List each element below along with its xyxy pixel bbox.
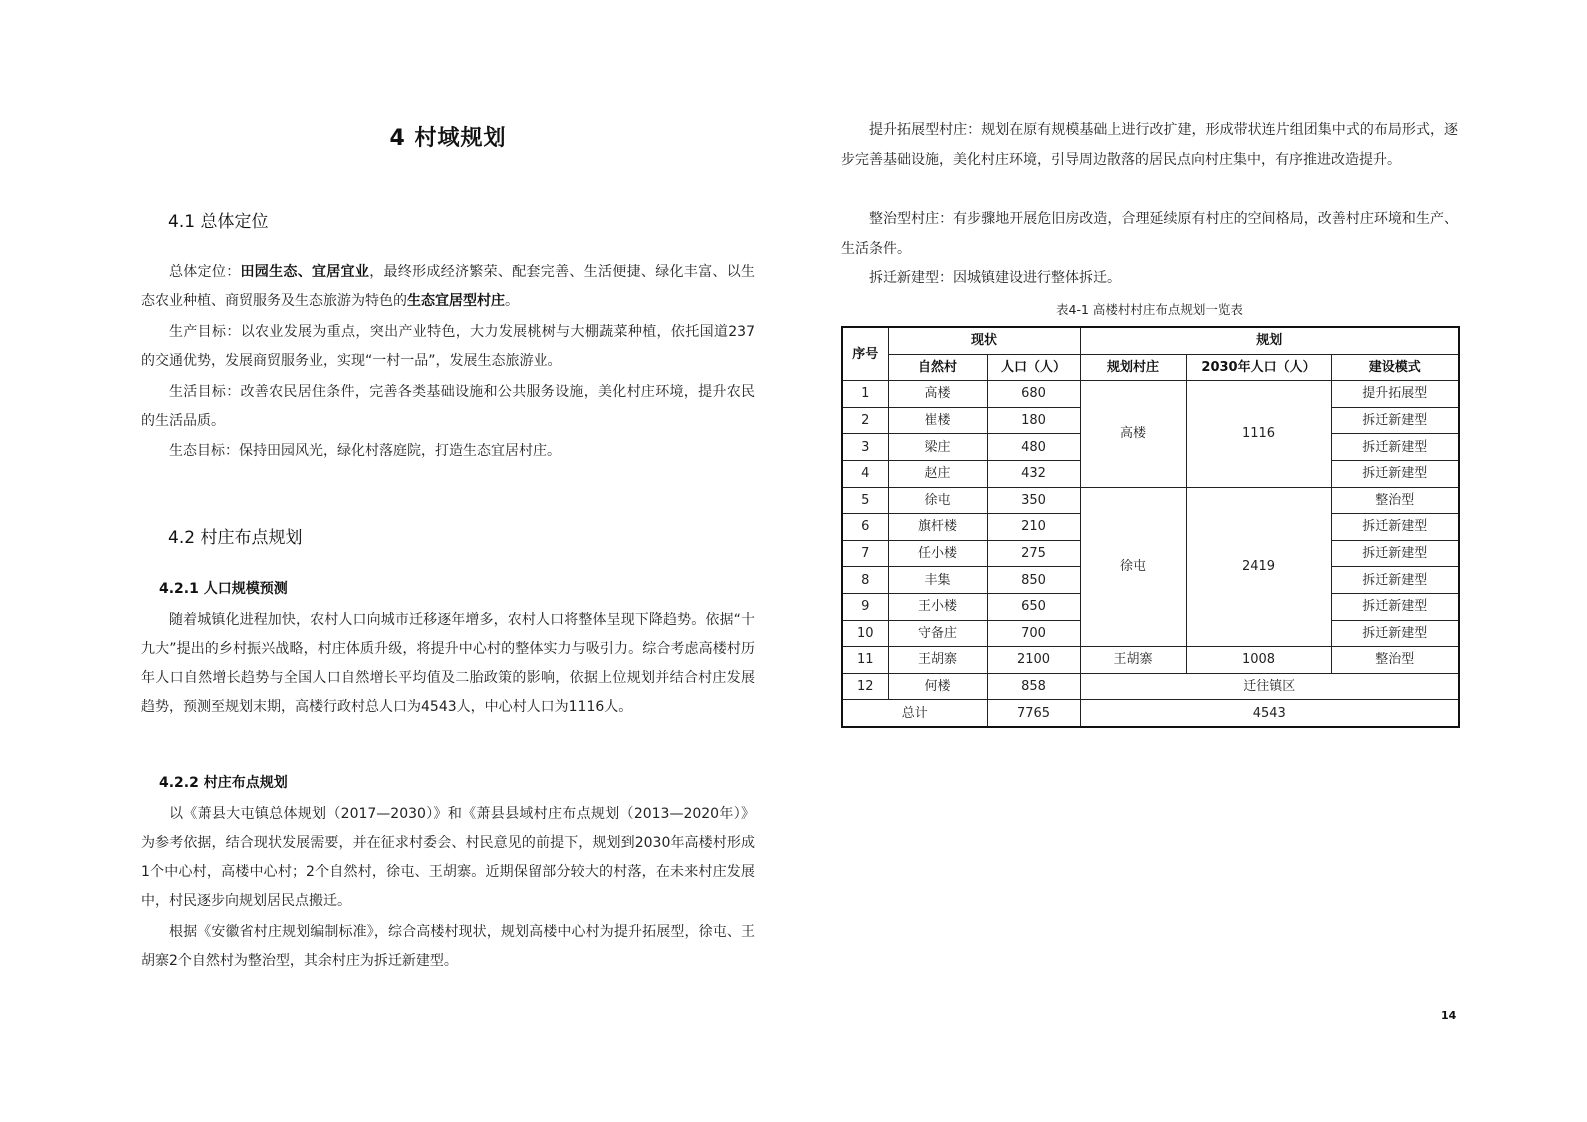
- header-village: 自然村: [888, 354, 987, 381]
- cell-village: 高楼: [888, 381, 987, 408]
- paragraph-population-forecast: 随着城镇化进程加快，农村人口向城市迁移逐年增多，农村人口将整体呈现下降趋势。依据“十九大”提出的乡村振兴战略，村庄体质升级，将提升中心村的整体实力与吸引力。综合考虑高楼村历年人口自然增长趋势与全国人口自然增长平均值及二胎政策的影响，依据上位规划并结合村庄发展趋势，预测至规划末期，高楼行政村总人口为4543人，中心村人口为1116人。: [141, 612, 755, 715]
- cell-village: 赵庄: [888, 460, 987, 487]
- cell-build-mode: 拆迁新建型: [1331, 407, 1459, 434]
- cell-population: 275: [987, 540, 1080, 567]
- cell-village: 任小楼: [888, 540, 987, 567]
- cell-population-2030: 1008: [1186, 647, 1331, 674]
- cell-total-current: 7765: [987, 700, 1080, 727]
- cell-village: 崔楼: [888, 407, 987, 434]
- bold-text-run: 田园生态、宜居宜业: [240, 264, 370, 280]
- cell-build-mode: 拆迁新建型: [1331, 434, 1459, 461]
- cell-population: 680: [987, 381, 1080, 408]
- cell-seq: 11: [842, 647, 888, 674]
- section-heading-4-2: 4.2 村庄布点规划: [168, 528, 303, 548]
- cell-population: 350: [987, 487, 1080, 514]
- text-run: 。: [505, 293, 519, 309]
- cell-population: 480: [987, 434, 1080, 461]
- cell-total-plan: 4543: [1080, 700, 1459, 727]
- section-heading-4-1: 4.1 总体定位: [168, 212, 269, 232]
- table-row: [842, 381, 1459, 408]
- cell-village: 丰集: [888, 567, 987, 594]
- cell-seq: 4: [842, 460, 888, 487]
- cell-seq: 3: [842, 434, 888, 461]
- header-current: 现状: [888, 327, 1080, 354]
- paragraph-village-types: 根据《安徽省村庄规划编制标准》，综合高楼村现状，规划高楼中心村为提升拓展型，徐屯、王胡寨2个自然村为整治型，其余村庄为拆迁新建型。: [141, 924, 755, 969]
- cell-build-mode: 提升拓展型: [1331, 381, 1459, 408]
- cell-seq: 9: [842, 593, 888, 620]
- cell-population-2030: 1116: [1186, 381, 1331, 487]
- paragraph-living-goal: 生活目标：改善农民居住条件，完善各类基础设施和公共服务设施，美化村庄环境，提升农民的生活品质。: [141, 384, 755, 429]
- cell-seq: 12: [842, 673, 888, 700]
- table-total-row: [842, 700, 1459, 727]
- chapter-title: 4 村域规划: [389, 126, 507, 151]
- cell-population: 858: [987, 673, 1080, 700]
- cell-build-mode: 拆迁新建型: [1331, 620, 1459, 647]
- table-header-row: [842, 354, 1459, 381]
- cell-population: 850: [987, 567, 1080, 594]
- paragraph-village-layout: 以《萧县大屯镇总体规划（2017—2030）》和《萧县县域村庄布点规划（2013—2020年）》为参考依据，结合现状发展需要，并在征求村委会、村民意见的前提下，规划到2030年高楼村形成1个中心村，高楼中心村；2个自然村，徐屯、王胡寨。近期保留部分较大的村落，在未来村庄发展中，村民逐步向规划居民点搬迁。: [141, 806, 755, 909]
- cell-population-2030: 2419: [1186, 487, 1331, 647]
- cell-village: 徐屯: [888, 487, 987, 514]
- cell-village: 何楼: [888, 673, 987, 700]
- cell-build-mode: 拆迁新建型: [1331, 567, 1459, 594]
- cell-village: 王胡寨: [888, 647, 987, 674]
- cell-population: 650: [987, 593, 1080, 620]
- paragraph-upgrade-type: 提升拓展型村庄：规划在原有规模基础上进行改扩建，形成带状连片组团集中式的布局形式，逐步完善基础设施，美化村庄环境，引导周边散落的居民点向村庄集中，有序推进改造提升。: [841, 122, 1458, 168]
- paragraph-overall-positioning: [141, 258, 755, 316]
- village-layout-table: [841, 326, 1460, 728]
- header-build-mode: 建设模式: [1331, 354, 1459, 381]
- table-row: [842, 673, 1459, 700]
- bold-text-run: 生态宜居型村庄: [407, 293, 505, 309]
- header-plan: 规划: [1080, 327, 1459, 354]
- cell-village: 守备庄: [888, 620, 987, 647]
- cell-plan-village: 王胡寨: [1080, 647, 1186, 674]
- cell-plan-village: 徐屯: [1080, 487, 1186, 647]
- cell-build-mode: 整治型: [1331, 487, 1459, 514]
- subsection-heading-4-2-1: 4.2.1 人口规模预测: [159, 581, 288, 597]
- cell-seq: 6: [842, 514, 888, 541]
- text-run: 总体定位：: [169, 264, 241, 280]
- cell-village: 梁庄: [888, 434, 987, 461]
- cell-village: 旗杆楼: [888, 514, 987, 541]
- table-row: [842, 647, 1459, 674]
- paragraph-renovation-type: 整治型村庄：有步骤地开展危旧房改造，合理延续原有村庄的空间格局，改善村庄环境和生产、生活条件。: [841, 211, 1458, 257]
- table-row: [842, 487, 1459, 514]
- text-run: ，最终形成经济繁荣、配套完善、生活便捷、绿化丰富、以生态农业种植、商贸服务及生态旅游为特色的: [141, 264, 756, 309]
- paragraph-ecology-goal: 生态目标：保持田园风光，绿化村落庭院，打造生态宜居村庄。: [169, 443, 561, 459]
- cell-build-mode: 拆迁新建型: [1331, 540, 1459, 567]
- cell-population: 2100: [987, 647, 1080, 674]
- cell-seq: 5: [842, 487, 888, 514]
- cell-total-label: 总计: [842, 700, 987, 727]
- cell-population: 180: [987, 407, 1080, 434]
- cell-population: 432: [987, 460, 1080, 487]
- table-caption: 表4-1 高楼村村庄布点规划一览表: [1056, 302, 1243, 317]
- paragraph-production-goal: 生产目标：以农业发展为重点，突出产业特色，大力发展桃树与大棚蔬菜种植，依托国道237的交通优势，发展商贸服务业，实现“一村一品”，发展生态旅游业。: [141, 324, 755, 369]
- cell-build-mode: 整治型: [1331, 647, 1459, 674]
- cell-village: 王小楼: [888, 593, 987, 620]
- cell-seq: 8: [842, 567, 888, 594]
- header-seq: 序号: [842, 327, 888, 381]
- page-number: 14: [1441, 1009, 1457, 1022]
- cell-population: 700: [987, 620, 1080, 647]
- table-header-row: [842, 327, 1459, 354]
- subsection-heading-4-2-2: 4.2.2 村庄布点规划: [159, 775, 288, 791]
- cell-build-mode: 拆迁新建型: [1331, 593, 1459, 620]
- header-population-2030: 2030年人口（人）: [1186, 354, 1331, 381]
- cell-relocation-note: 迁往镇区: [1080, 673, 1459, 700]
- cell-build-mode: 拆迁新建型: [1331, 460, 1459, 487]
- paragraph-relocation-type: 拆迁新建型：因城镇建设进行整体拆迁。: [869, 270, 1121, 286]
- header-plan-village: 规划村庄: [1080, 354, 1186, 381]
- cell-seq: 10: [842, 620, 888, 647]
- cell-seq: 7: [842, 540, 888, 567]
- header-population: 人口（人）: [987, 354, 1080, 381]
- cell-population: 210: [987, 514, 1080, 541]
- cell-seq: 2: [842, 407, 888, 434]
- cell-seq: 1: [842, 381, 888, 408]
- cell-build-mode: 拆迁新建型: [1331, 514, 1459, 541]
- cell-plan-village: 高楼: [1080, 381, 1186, 487]
